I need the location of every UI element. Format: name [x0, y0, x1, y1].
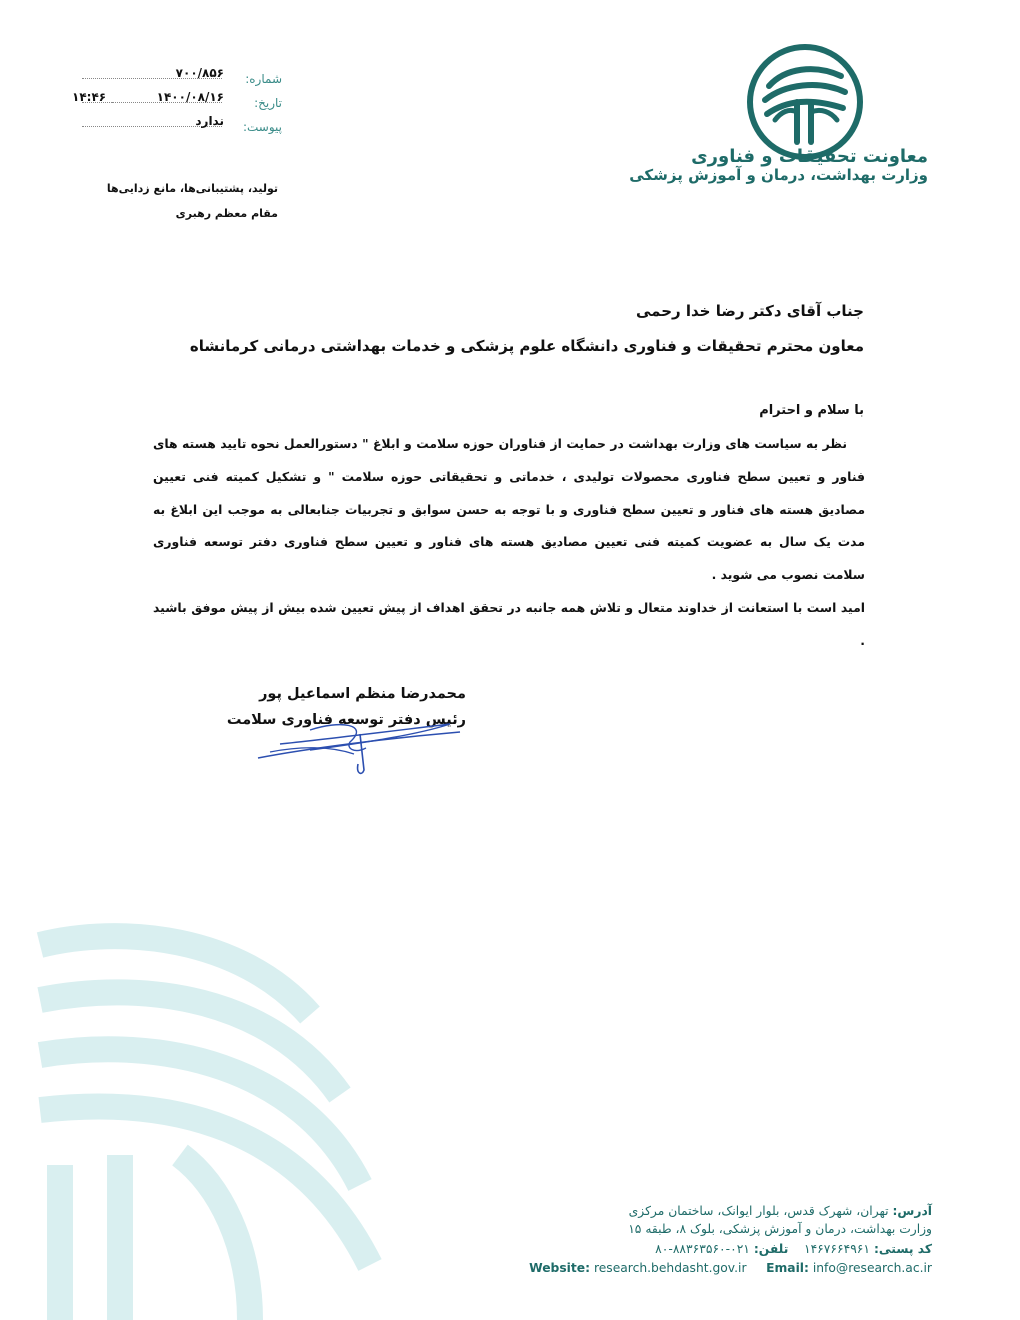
ref-attach-label: پیوست:: [242, 120, 282, 134]
footer-address-line2: وزارت بهداشت، درمان و آموزش پزشکی، بلوک ۸، طبقه ۱۵: [628, 1222, 932, 1236]
footer-email-label: Email:: [766, 1261, 809, 1275]
footer-postal-value: ۱۴۶۷۶۶۴۹۶۱: [803, 1242, 871, 1256]
slogan-line1: تولید، پشتیبانی‌ها، مانع زدایی‌ها: [106, 182, 278, 195]
ref-date-value: ۱۴۰۰/۰۸/۱۶: [156, 90, 224, 104]
footer-website-link[interactable]: research.behdasht.gov.ir: [593, 1261, 747, 1275]
body-paragraph-2: امید است با استعانت از خداوند متعال و تلاش همه جانبه در تحقق اهداف از پیش تعیین شده بیش از پیش موفق باشید .: [153, 599, 865, 648]
ref-date-label: تاریخ:: [254, 96, 282, 110]
ref-number-value: ۷۰۰/۸۵۶: [175, 66, 224, 80]
footer-phone-label: تلفن:: [753, 1242, 789, 1256]
footer-address-text1: تهران، شهرک قدس، بلوار ایوانک، ساختمان مرکزی: [628, 1204, 889, 1218]
footer-website-label: Website:: [529, 1261, 591, 1275]
footer-web-line: [529, 1261, 932, 1275]
ref-number-label: شماره:: [245, 72, 282, 86]
signer-title: رئیس دفتر توسعه فناوری سلامت: [226, 712, 466, 728]
footer-address-line1: [629, 1204, 932, 1218]
ref-time-value: ۱۴:۴۶: [72, 90, 107, 104]
footer-contact-line: [655, 1242, 932, 1256]
addressee-title: معاون محترم تحقیقات و فناوری دانشگاه علوم پزشکی و خدمات بهداشتی درمانی کرمانشاه: [189, 337, 864, 355]
slogan-line2: مقام معظم رهبری: [175, 207, 278, 220]
addressee-name: جناب آقای دکتر رضا خدا رحمی: [635, 302, 864, 320]
footer-address-label: آدرس:: [892, 1204, 932, 1218]
letter-body: [153, 428, 865, 658]
ref-attach-row: [42, 116, 282, 138]
ministry-logo-icon: [745, 42, 865, 162]
body-paragraph-1: نظر به سیاست های وزارت بهداشت در حمایت از فناوران حوزه سلامت و ابلاغ " دستورالعمل نحوه تایید هسته های فناور و تعیین سطح فناوری محصولات تولیدی ، خدماتی و تحقیقاتی حوزه سلامت " و تشکیل کمیته فنی تعیین مصادیق هسته های فناور و تعیین سطح فناوری و با توجه به حسن سوابق و تجربیات جنابعالی به موجب این ابلاغ به مدت یک سال به عضویت کمیته فنی تعیین مصادیق هسته های فناور و تعیین سطح فناوری دفتر توسعه فناوری سلامت نصوب می شوید .: [153, 436, 865, 583]
footer-postal-label: کد پستی:: [873, 1242, 932, 1256]
greeting: با سلام و احترام: [759, 403, 864, 418]
org-name-line2: وزارت بهداشت، درمان و آموزش پزشکی: [629, 166, 928, 184]
org-name-line1: معاونت تحقیقات و فناوری: [691, 146, 928, 167]
ref-number-row: [42, 68, 282, 90]
signer-name: محمدرضا منظم اسماعیل پور: [259, 686, 466, 702]
handwritten-signature-icon: [250, 690, 480, 780]
footer-email-link[interactable]: info@research.ac.ir: [812, 1261, 932, 1275]
ref-attach-value: ندارد: [195, 114, 224, 128]
footer-phone-value: ۰۲۱-۸۸۳۶۳۵۶۰-۸۰: [655, 1242, 750, 1256]
watermark-logo-icon: [0, 905, 400, 1320]
ref-time-dots: [112, 102, 152, 103]
